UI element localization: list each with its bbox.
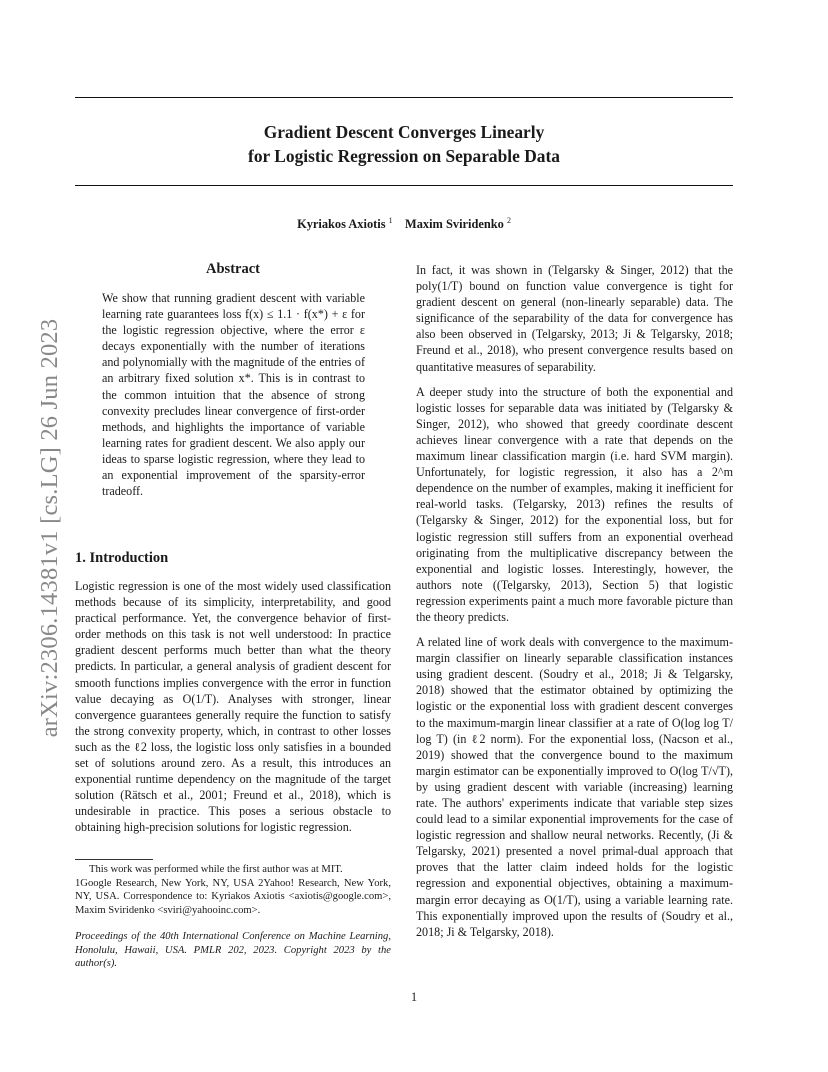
arxiv-identifier: arXiv:2306.14381v1 [cs.LG] 26 Jun 2023 [36,318,63,738]
title-bottom-rule [75,185,733,186]
title-line-1: Gradient Descent Converges Linearly [263,122,545,142]
title-line-2: for Logistic Regression on Separable Data [248,146,560,166]
top-rule [75,97,733,98]
proceedings-text: Proceedings of the 40th International Conference on Machine Learning, Honolulu, Hawaii, USA. PMLR 202, 2023. Copyright 2023 by the author(s). [75,931,391,970]
author-1-mark: 1 [388,216,393,225]
author-2-mark: 2 [506,216,511,225]
footnote [75,863,391,917]
paper-title [75,120,733,168]
footnote-line-1: This work was performed while the first author was at MIT. [89,864,343,875]
right-paragraph-3: A related line of work deals with convergence to the maximum-margin classifier on linearly separable classification instances using gradient descent. (Soudry et al., 2018; Ji & Telgarsky, 2018) showed that the estimator obtained by optimizing the logistic or the exponential loss with gradient descent converges to the maximum-margin linear classifier at a rate of O(log log T/ log T) (in ℓ2 norm). For the exponential loss, (Nacson et al., 2019) showed that the convergence bound to the maximum margin estimator can be exponentially improved to O(log T/√T), by using gradient descent with variable (increasing) learning rate. The authors' experiments indicate that variable step sizes could lead to a similar exponential improvements for the case of logistic regression and shallow neural networks. Recently, (Ji & Telgarsky, 2021) presented a novel primal-dual approach that proves that the latter claim indeed holds for the logistic regression and exponential objectives, obtaining a maximum-margin error decaying as O(1/T), using a variable learning rate. This exponentially improved upon the results of (Soudry et al., 2018; Ji & Telgarsky, 2018). [416,635,733,939]
page-number: 1 [410,990,418,1004]
intro-column [75,578,391,836]
abstract-text: We show that running gradient descent with variable learning rate guarantees loss f(x) ≤ 1.1 · f(x*) + ε for the logistic regression objective, where the error ε decays exponentially with the number of iterations and polynomially with the magnitude of the entries of an arbitrary fixed solution x*. This is in contrast to the common intuition that the absence of strong convexity precludes linear convergence of first-order methods, and highlights the importance of variable learning rates for gradient descent. We also apply our ideas to sparse logistic regression, where they lead to an exponential improvement of the sparsity-error tradeoff. [102,291,365,499]
footnote-rule [75,859,153,860]
proceedings-note [75,930,391,971]
right-paragraph-1: In fact, it was shown in (Telgarsky & Singer, 2012) that the poly(1/T) bound on function value convergence is tight for gradient descent on general (non-linearly separable) data. The significance of the separability of the data for convergence has also been observed in (Telgarsky, 2013; Ji & Telgarsky, 2018; Freund et al., 2018), who present convergence results based on quantitative measures of separability. [416,263,733,374]
right-paragraph-2: A deeper study into the structure of both the exponential and logistic losses for separable data was initiated by (Telgarsky & Singer, 2012), who showed that greedy coordinate descent achieves linear convergence with a rate that depends on the maximum linear classification margin (i.e. hard SVM margin). Unfortunately, for logistic regression, it also has a 2^m dependence on the number of examples, making it inefficient for real-world tasks. (Telgarsky, 2013) refines the results of (Telgarsky & Singer, 2012) for the exponential loss, but for logistic regression still suffers from an exponential overhead originating from the multiplicative discrepancy between the exponential and logistic losses. Interestingly, however, the authors note ((Telgarsky, 2013), Section 5) that logistic regression experiments paint a much more favorable picture than the theory predicts. [416,384,733,624]
footnote-line-2: 1Google Research, New York, NY, USA 2Yahoo! Research, New York, NY, USA. Correspondence to: Kyriakos Axiotis <axiotis@google.com>, Maxim Sviridenko <sviri@yahooinc.com>. [75,877,391,916]
author-2: Maxim Sviridenko [405,217,504,232]
section-heading-introduction: 1. Introduction [75,550,169,566]
author-1: Kyriakos Axiotis [297,217,386,232]
intro-paragraph: Logistic regression is one of the most widely used classification methods because of its simplicity, interpretability, and good practical performance. Yet, the convergence behavior of first-order methods on this task is not well understood: In practice gradient descent performs much better than what the theory predicts. In particular, a general analysis of gradient descent for smooth functions implies convergence with the error in function value decaying as O(1/T). Analyses with stronger, linear convergence guarantees generally require the function to satisfy the strong convexity property, which, in contrast to other losses such as the ℓ2 loss, the logistic loss only satisfies in a bounded set of solutions around zero. As a result, this introduces an exponential runtime dependency on the magnitude of the target solution (Rätsch et al., 2001; Freund et al., 2018), which is undesirable in practice. This poses a serious obstacle to obtaining high-precision solutions for logistic regression. [75,579,391,835]
abstract-heading: Abstract [206,261,260,277]
right-column [416,262,733,949]
author-list [75,216,733,232]
